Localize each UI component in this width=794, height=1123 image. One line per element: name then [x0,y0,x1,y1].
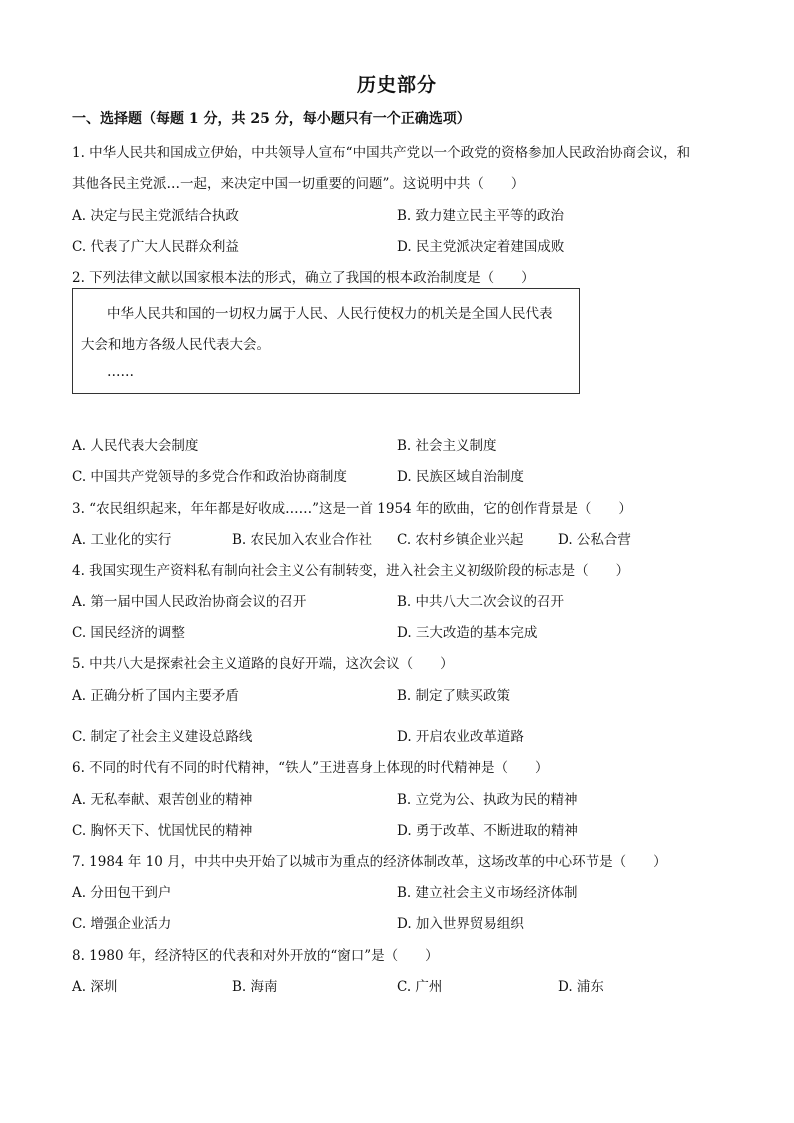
question-7-stem: 7. 1984 年 10 月，中共中央开始了以城市为重点的经济体制改革，这场改革的中心环节是（ ） [72,854,667,870]
question-6-option-a[interactable]: A. 无私奉献、艰苦创业的精神 [72,792,253,808]
section-heading: 一、选择题（每题 1 分，共 25 分，每小题只有一个正确选项） [72,111,471,127]
question-4-option-d[interactable]: D. 三大改造的基本完成 [397,625,538,641]
question-5-option-d[interactable]: D. 开启农业改革道路 [397,729,524,745]
question-2-option-c[interactable]: C. 中国共产党领导的多党合作和政治协商制度 [72,469,347,485]
question-2-option-d[interactable]: D. 民族区域自治制度 [397,469,524,485]
question-1-option-a[interactable]: A. 决定与民主党派结合执政 [72,208,239,224]
question-1-stem-line-2: 其他各民主党派…一起，来决定中国一切重要的问题”。这说明中共（ ） [72,176,525,192]
question-8-option-c[interactable]: C. 广州 [397,979,443,995]
question-4-option-c[interactable]: C. 国民经济的调整 [72,625,185,641]
question-6-option-d[interactable]: D. 勇于改革、不断进取的精神 [397,823,578,839]
question-1-stem-line-1: 1. 中华人民共和国成立伊始，中共领导人宣布“中国共产党以一个政党的资格参加人民政治协商会议，和 [72,145,691,161]
question-6-option-c[interactable]: C. 胸怀天下、忧国忧民的精神 [72,823,253,839]
question-6-option-b[interactable]: B. 立党为公、执政为民的精神 [397,792,578,808]
question-2-option-a[interactable]: A. 人民代表大会制度 [72,438,199,454]
question-8-option-b[interactable]: B. 海南 [232,979,278,995]
quote-line-2: 大会和地方各级人民代表大会。 [81,337,270,353]
question-8-option-a[interactable]: A. 深圳 [72,979,118,995]
quote-ellipsis: …… [107,364,134,380]
question-3-stem: 3. “农民组织起来，年年都是好收成……”这是一首 1954 年的欧曲，它的创作背景是（ ） [72,501,632,517]
question-5-option-c[interactable]: C. 制定了社会主义建设总路线 [72,729,253,745]
question-1-option-b[interactable]: B. 致力建立民主平等的政治 [397,208,565,224]
question-5-option-a[interactable]: A. 正确分析了国内主要矛盾 [72,688,239,704]
question-1-option-d[interactable]: D. 民主党派决定着建国成败 [397,239,565,255]
question-8-option-d[interactable]: D. 浦东 [558,979,604,995]
question-2-stem: 2. 下列法律文献以国家根本法的形式，确立了我国的根本政治制度是（ ） [72,270,535,286]
question-7-option-c[interactable]: C. 增强企业活力 [72,916,172,932]
quote-line-1: 中华人民共和国的一切权力属于人民、人民行使权力的机关是全国人民代表 [107,306,553,322]
question-5-stem: 5. 中共八大是探索社会主义道路的良好开端，这次会议（ ） [72,656,454,672]
question-6-stem: 6. 不同的时代有不同的时代精神，“铁人”王进喜身上体现的时代精神是（ ） [72,760,549,776]
question-1-option-c[interactable]: C. 代表了广大人民群众利益 [72,239,239,255]
question-5-option-b[interactable]: B. 制定了赎买政策 [397,688,511,704]
question-7-option-b[interactable]: B. 建立社会主义市场经济体制 [397,885,578,901]
question-4-option-a[interactable]: A. 第一届中国人民政治协商会议的召开 [72,594,307,610]
question-2-option-b[interactable]: B. 社会主义制度 [397,438,497,454]
question-3-option-c[interactable]: C. 农村乡镇企业兴起 [397,532,524,548]
question-7-option-d[interactable]: D. 加入世界贸易组织 [397,916,524,932]
question-7-option-a[interactable]: A. 分田包干到户 [72,885,172,901]
question-3-option-a[interactable]: A. 工业化的实行 [72,532,172,548]
page-title: 历史部分 [356,74,437,96]
question-4-option-b[interactable]: B. 中共八大二次会议的召开 [397,594,565,610]
question-3-option-d[interactable]: D. 公私合营 [558,532,631,548]
question-2-quote-box [72,288,580,394]
question-3-option-b[interactable]: B. 农民加入农业合作社 [232,532,373,548]
question-4-stem: 4. 我国实现生产资料私有制向社会主义公有制转变，进入社会主义初级阶段的标志是（ ） [72,563,630,579]
question-8-stem: 8. 1980 年，经济特区的代表和对外开放的“窗口”是（ ） [72,948,439,964]
